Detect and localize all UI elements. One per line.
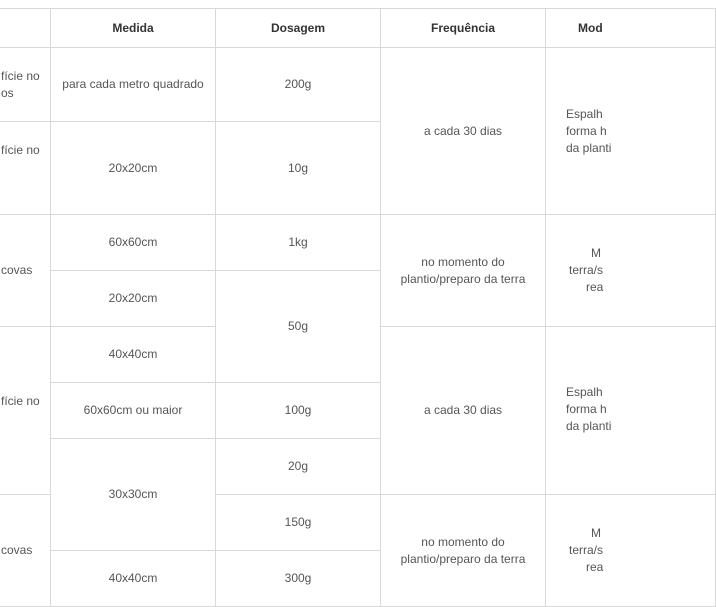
fertilizer-dosage-table [0, 8, 716, 607]
frequencia-text: plantio/preparo da terra [400, 271, 526, 286]
modo-cell [546, 48, 716, 215]
modo-cell [546, 327, 716, 495]
local-text: covas [1, 263, 33, 277]
frequencia-text: plantio/preparo da terra [400, 551, 526, 566]
modo-text: Espalh [566, 385, 603, 399]
local-cell [0, 327, 51, 495]
modo-text: da planti [566, 140, 612, 155]
local-cell [0, 122, 51, 215]
modo-text: da planti [566, 419, 612, 433]
frequencia-text: a cada 30 dias [423, 403, 503, 417]
dosagem-cell: 100g [216, 383, 381, 439]
modo-text: M [591, 246, 601, 260]
medida-cell: 60x60cm ou maior [51, 383, 216, 439]
header-modo: Mod [546, 9, 716, 48]
modo-text: forma h [566, 123, 607, 138]
modo-text: terra/s [569, 263, 604, 277]
dosagem-cell: 150g [216, 495, 381, 551]
modo-text: rea [586, 280, 604, 294]
frequencia-cell [381, 327, 546, 495]
local-text: fície no [1, 143, 40, 157]
medida-cell: 20x20cm [51, 271, 216, 327]
modo-text: M [591, 526, 601, 540]
local-text: os [1, 85, 14, 100]
local-cell [0, 215, 51, 327]
header-local [0, 9, 51, 48]
modo-cell [546, 215, 716, 327]
table-header-row [0, 9, 716, 48]
frequencia-text: no momento do [421, 534, 505, 549]
dosagem-cell: 50g [216, 271, 381, 383]
local-cell [0, 495, 51, 607]
table-row [0, 48, 716, 122]
frequencia-cell [381, 48, 546, 215]
frequencia-text: a cada 30 dias [423, 123, 503, 138]
medida-cell: 30x30cm [51, 439, 216, 551]
dosagem-cell: 300g [216, 551, 381, 607]
dosagem-cell: 200g [216, 48, 381, 122]
modo-text: rea [586, 560, 604, 574]
modo-text: terra/s [569, 543, 604, 557]
frequencia-text: no momento do [421, 254, 505, 269]
modo-text: Espalh [566, 106, 603, 121]
modo-cell [546, 495, 716, 607]
frequencia-cell [381, 495, 546, 607]
local-text: fície no [1, 394, 40, 408]
header-dosagem: Dosagem [216, 9, 381, 48]
dosagem-cell: 10g [216, 122, 381, 215]
table-row [0, 215, 716, 271]
modo-text: forma h [566, 402, 607, 416]
local-cell [0, 48, 51, 122]
header-frequencia: Frequência [381, 9, 546, 48]
local-text: fície no [1, 68, 40, 83]
frequencia-cell [381, 215, 546, 327]
dosagem-cell: 1kg [216, 215, 381, 271]
medida-cell: 60x60cm [51, 215, 216, 271]
header-medida: Medida [51, 9, 216, 48]
medida-cell: 40x40cm [51, 551, 216, 607]
medida-cell: 40x40cm [51, 327, 216, 383]
medida-cell: 20x20cm [51, 122, 216, 215]
local-text: covas [1, 543, 33, 557]
dosagem-cell: 20g [216, 439, 381, 495]
medida-cell: para cada metro quadrado [51, 48, 216, 122]
